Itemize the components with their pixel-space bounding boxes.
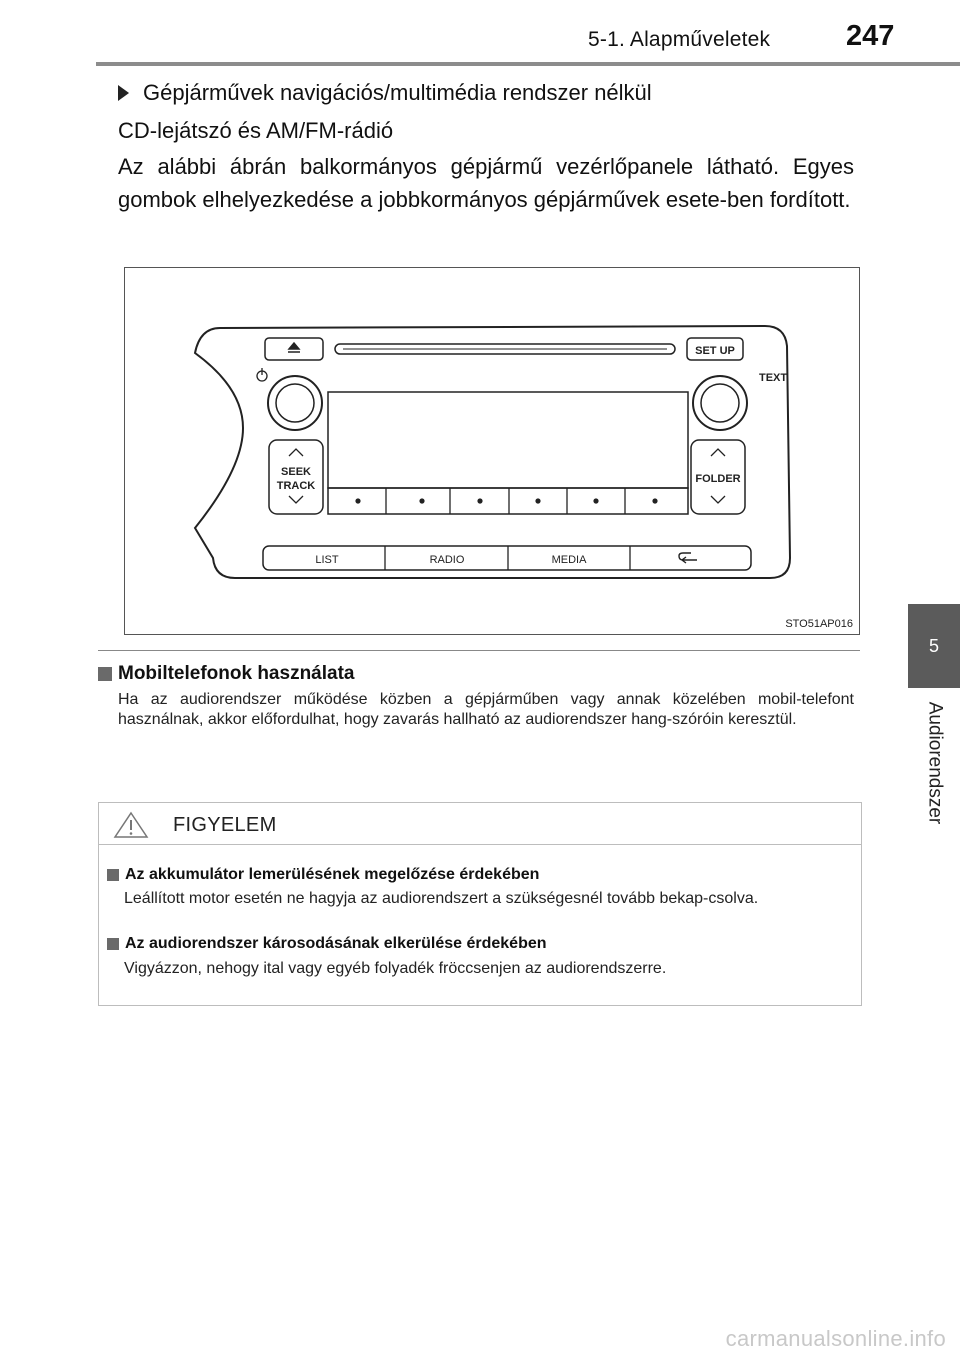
caution-item-heading bbox=[107, 866, 539, 884]
caution-item-heading-text: Az akkumulátor lemerülésének megelőzése érdekében bbox=[125, 866, 540, 883]
chevron-down-icon bbox=[711, 496, 725, 503]
square-bullet-icon bbox=[107, 869, 119, 881]
eject-icon bbox=[288, 343, 300, 352]
chevron-up-icon bbox=[711, 449, 725, 456]
text-label: TEXT bbox=[759, 372, 788, 384]
preset-dot bbox=[355, 498, 360, 503]
back-icon bbox=[679, 553, 697, 563]
chapter-tab-label-text: Audiorendszer bbox=[924, 701, 945, 825]
preset-dot bbox=[593, 498, 598, 503]
section-heading-text: Mobiltelefonok használata bbox=[118, 663, 355, 684]
section-text: Ha az audiorendszer működése közben a gépjárműben vagy annak közelében mobil-telefont használnak, akkor előfordulhat, hogy zavarás hallható az audiorendszer hang-szóróin keresztül. bbox=[118, 691, 854, 728]
chevron-down-icon bbox=[289, 496, 303, 503]
chapter-tab-number: 5 bbox=[908, 604, 960, 688]
arrow-heading-text: Gépjárművek navigációs/multimédia rendszer nélkül bbox=[143, 80, 652, 105]
triangle-bullet-icon bbox=[118, 85, 129, 101]
caution-item-text: Vigyázzon, nehogy ital vagy egyéb folyadék fröccsenjen az audiorendszerre. bbox=[124, 960, 667, 977]
chapter-tab-label bbox=[908, 688, 960, 838]
control-panel-drawing bbox=[125, 268, 861, 636]
intro-paragraph: Az alábbi ábrán balkormányos gépjármű vezérlőpanele látható. Egyes gombok elhelyezkedése a jobbkormányos gépjárművek esete-ben fordított. bbox=[118, 154, 854, 212]
section-heading bbox=[98, 663, 354, 685]
caution-header bbox=[99, 803, 861, 845]
sub-heading: CD-lejátszó és AM/FM-rádió bbox=[118, 118, 394, 143]
radio-button: RADIO bbox=[429, 554, 465, 566]
preset-dot bbox=[652, 498, 657, 503]
square-bullet-icon bbox=[107, 938, 119, 950]
header-rule bbox=[96, 62, 960, 66]
watermark: carmanualsonline.info bbox=[725, 1326, 946, 1351]
warning-triangle-icon bbox=[113, 811, 149, 839]
caution-item-heading-text: Az audiorendszer károsodásának elkerülése érdekében bbox=[125, 935, 547, 952]
caution-box bbox=[98, 802, 862, 1006]
figure-code: STO51AP016 bbox=[785, 618, 853, 630]
preset-dot bbox=[419, 498, 424, 503]
preset-strip bbox=[328, 488, 688, 514]
caution-title: FIGYELEM bbox=[173, 814, 277, 836]
page-number: 247 bbox=[846, 20, 895, 52]
arrow-heading bbox=[118, 80, 652, 106]
square-bullet-icon bbox=[98, 667, 112, 681]
control-panel-figure bbox=[124, 267, 860, 635]
caution-item-heading bbox=[107, 935, 547, 953]
preset-dot bbox=[477, 498, 482, 503]
caution-item-text: Leállított motor esetén ne hagyja az audiorendszert a szükségesnél tovább bekap-csolva. bbox=[124, 890, 759, 907]
folder-label: FOLDER bbox=[695, 473, 741, 485]
display-screen bbox=[328, 392, 688, 488]
header-section-title: 5-1. Alapműveletek bbox=[588, 28, 771, 51]
chevron-up-icon bbox=[289, 449, 303, 456]
media-button: MEDIA bbox=[551, 554, 587, 566]
setup-label: SET UP bbox=[695, 345, 735, 357]
track-label: TRACK bbox=[276, 480, 316, 492]
seek-label: SEEK bbox=[281, 466, 311, 478]
preset-dot bbox=[535, 498, 540, 503]
section-rule bbox=[98, 650, 860, 651]
list-button: LIST bbox=[315, 554, 339, 566]
